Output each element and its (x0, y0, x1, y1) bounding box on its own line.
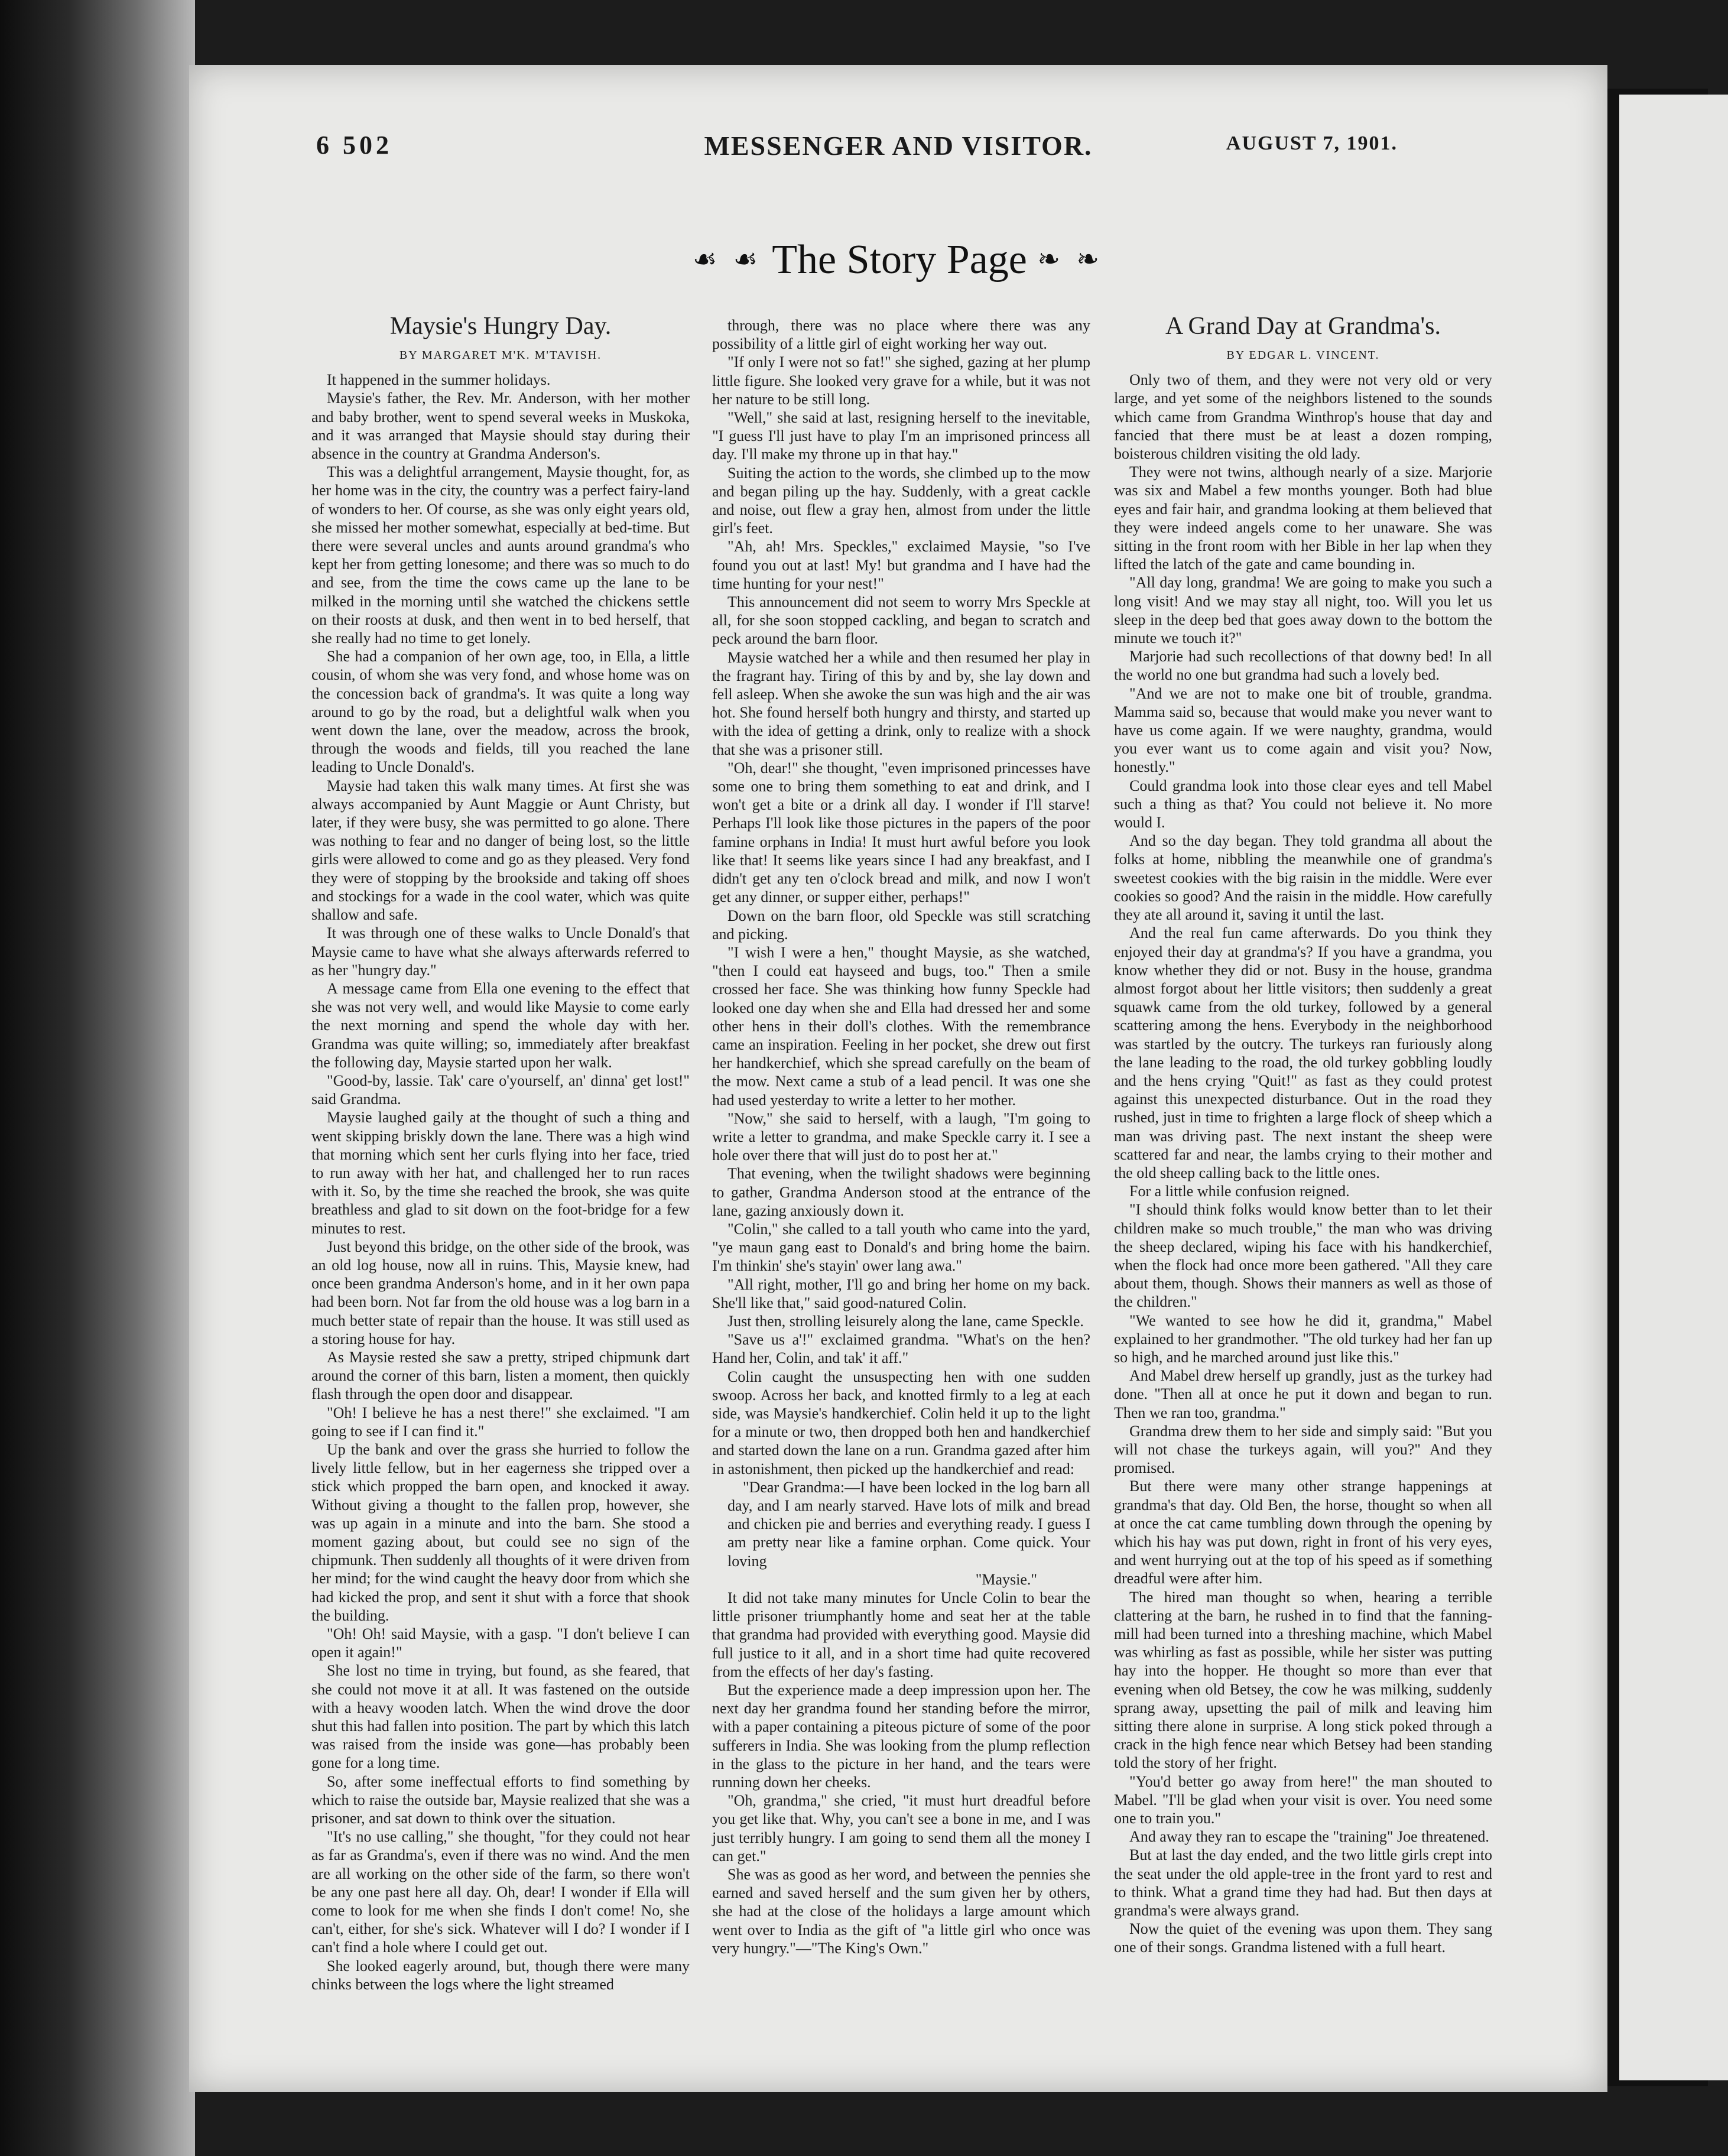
paragraph: She lost no time in trying, but found, as she feared, that she could not move it at all. It was fastened on the outside with a heavy wooden latch. When the wind drove the door shut this had fallen into position. The part by which this latch was raised from the inside was gone—has probably been gone for a long time. (311, 1662, 690, 1772)
newspaper-page (189, 65, 1607, 2092)
adjacent-page-edge (1619, 95, 1728, 2080)
paragraph: Just then, strolling leisurely along the lane, came Speckle. (727, 1312, 1084, 1330)
paragraph: And the real fun came afterwards. Do you think they enjoyed their day at grandma's? If you have a grandma, you know whether they did or not. Busy in the house, grandma almost forgot about her little visitors; then suddenly a great squawk came from the old turkey, followed by a general scattering among the hens. Everybody in the neighborhood was startled by the outcry. The turkeys ran furiously along the lane leading to the road, the old turkey gobbling loudly and the hens crying "Quit!" as fast as they could protest against this unexpected disturbance. Out in the road they rushed, just in time to frighten a large flock of sheep which a man was driving past. The next instant the sheep were scattered far and near, the lambs crying to their mother and the old sheep calling back to the little ones. (1114, 924, 1492, 1181)
column-3 (1114, 301, 1492, 1957)
paragraph: "Oh, dear!" she thought, "even imprisoned princesses have some one to bring them something to eat and drink, and I won't get a bite or a drink all day. I wonder if I'll starve! Perhaps I'll look like those pictures in the papers of the poor famine orphans in India! It must hurt awful before you look like that! It seems like years since I had any breakfast, and I didn't get any ten o'clock bread and milk, and now I won't get any dinner, or supper either, perhaps!" (712, 759, 1090, 906)
paragraph: Colin caught the unsuspecting hen with one sudden swoop. Across her back, and knotted firmly to a leg at each side, was Maysie's handkerchief. Colin held it up to the light for a minute or two, then dropped both hen and handkerchief and started down the lane on a run. Grandma gazed after him in astonishment, then picked up the handkerchief and read: (712, 1368, 1090, 1478)
paragraph: Suiting the action to the words, she climbed up to the mow and began piling up the hay. Suddenly, with a great cackle and noise, out flew a gray hen, almost from under the little girl's feet. (712, 464, 1090, 537)
paragraph: She looked eagerly around, but, though there were many chinks between the logs where the light streamed (311, 1957, 690, 1993)
paragraph: And away they ran to escape the "training" Joe threatened. (1129, 1828, 1489, 1846)
paragraph: Up the bank and over the grass she hurried to follow the lively little fellow, but in her eagerness she tripped over a stick which propped the barn open, and knocked it away. Without giving a thought to the fallen prop, however, she was up again in a minute and into the barn. She stood a moment gazing about, but could see no sign of the chipmunk. Then suddenly all thoughts of it were driven from her mind; for the wind caught the heavy door from which she had kicked the prop, and sent it shut with a force that shook the building. (311, 1440, 690, 1624)
paragraph: "Good-by, lassie. Tak' care o'yourself, an' dinna' get lost!" said Grandma. (311, 1071, 690, 1108)
paragraph: Maysie watched her a while and then resumed her play in the fragrant hay. Tiring of this by and by, she lay down and fell asleep. When she awoke the sun was high and the air was hot. She found herself both hungry and thirsty, and started up with the idea of getting a drink, only to realize with a shock that she was a prisoner still. (712, 648, 1090, 758)
paragraph: And so the day began. They told grandma all about the folks at home, nibbling the meanwhile one of grandma's sweetest cookies with the big raisin in the middle. Were ever cookies so good? And the raisin in the middle. How carefully they ate all around it, saving it until the last. (1114, 832, 1492, 924)
section-heading (189, 236, 1607, 284)
paragraph: "Well," she said at last, resigning herself to the inevitable, "I guess I'll just have to play I'm an imprisoned princess all day. I'll make my throne up in that hay." (712, 409, 1090, 463)
leaf-ornament-icon: ❧ ❧ (1037, 244, 1104, 274)
story-title: A Grand Day at Grandma's. (1165, 313, 1441, 340)
letter-signature: "Maysie." (975, 1570, 1037, 1588)
paragraph: Marjorie had such recollections of that downy bed! In all the world no one but grandma had such a lovely bed. (1114, 648, 1492, 684)
page-number: 6 502 (316, 131, 392, 160)
paragraph: Now the quiet of the evening was upon them. They sang one of their songs. Grandma listened with a full heart. (1114, 1920, 1492, 1956)
paragraph: "It's no use calling," she thought, "for they could not hear as far as Grandma's, even if there was no wind. And the men are all working on the other side of the farm, so there won't be any one past here all day. Oh, dear! I wonder if Ella will come to look for me when she finds I don't come! No, she can't, either, for she's sick. Whatever will I do? I wonder if I can't find a hole where I could get out. (311, 1828, 690, 1956)
column-2 (712, 316, 1090, 1957)
story-title: Maysie's Hungry Day. (389, 313, 612, 340)
story-byline: BY EDGAR L. VINCENT. (1226, 349, 1380, 362)
paragraph: Just beyond this bridge, on the other side of the brook, was an old log house, now all in ruins. This, Maysie knew, had once been grandma Anderson's home, and in it her own papa had been born. Not far from the old house was a log barn in a much better state of repair than the house. It was still used as a storing house for hay. (311, 1238, 690, 1348)
paragraph: Maysie had taken this walk many times. At first she was always accompanied by Aunt Maggie or Aunt Christy, but later, if they were busy, she was permitted to go alone. There was nothing to fear and no danger of being lost, so the little girls were allowed to come and go as they pleased. Very fond they were of stopping by the brookside and taking off shoes and stockings for a wade in the cool water, which was quite shallow and safe. (311, 777, 690, 924)
scan-binding-edge (0, 0, 195, 2156)
paragraph: This was a delightful arrangement, Maysie thought, for, as her home was in the city, the country was a perfect fairy-land of wonders to her. Of course, as she was only eight years old, she missed her mother somewhat, especially at bed-time. But there were several uncles and aunts around grandma's who kept her from getting lonesome; and there was so much to do and see, from the time the cows came up the lane to be milked in the morning until she watched the chickens settle on their roosts at dusk, and then went in to bed herself, that she really had no time to get lonely. (311, 463, 690, 647)
story-body (1114, 371, 1492, 1956)
letter-block (712, 1478, 1090, 1589)
paragraph: A message came from Ella one evening to the effect that she was not very well, and would like Maysie to come early the next morning and spend the whole day with her. Grandma was quite willing; so, immediately after breakfast the following day, Maysie started upon her walk. (311, 979, 690, 1071)
paragraph: And Mabel drew herself up grandly, just as the turkey had done. "Then all at once he put it down and began to run. Then we ran too, grandma." (1114, 1367, 1492, 1421)
paragraph: "All right, mother, I'll go and bring her home on my back. She'll like that," said good-natured Colin. (712, 1275, 1090, 1311)
paragraph: "You'd better go away from here!" the man shouted to Mabel. "I'll be glad when your visit is over. You need some one to train you." (1114, 1772, 1492, 1827)
story-body-ending (712, 1589, 1090, 1957)
leaf-ornament-icon: ☙ ☙ (693, 244, 763, 274)
story-byline: BY MARGARET M'K. M'TAVISH. (399, 349, 602, 362)
paragraph: "Oh, grandma," she cried, "it must hurt dreadful before you get like that. Why, you can't see a bone in me, and I was just terribly hungry. I am going to send them all the money I can get." (712, 1792, 1090, 1865)
paragraph: Only two of them, and they were not very old or very large, and yet some of the neighbors listened to the sounds which came from Grandma Winthrop's house that day and fancied that there must be at least a dozen romping, boisterous children visiting the old lady. (1114, 371, 1492, 463)
paragraph: It happened in the summer holidays. (327, 371, 551, 389)
paragraph: It did not take many minutes for Uncle Colin to bear the little prisoner triumphantly home and seat her at the table that grandma had provided with everything good. Maysie did full justice to it all, and in a short time had quite recovered from the effects of her day's fasting. (712, 1589, 1090, 1680)
column-1 (311, 301, 690, 1993)
paragraph: But at last the day ended, and the two little girls crept into the seat under the old apple-tree in the front yard to rest and to think. What a grand time they had had. But then days at grandma's were always grand. (1114, 1846, 1492, 1920)
paragraph: For a little while confusion reigned. (1129, 1183, 1350, 1200)
paragraph: "Save us a'!" exclaimed grandma. "What's on the hen? Hand her, Colin, and tak' it aff." (712, 1331, 1090, 1367)
letter-text: "Dear Grandma:—I have been locked in the log barn all day, and I am nearly starved. Have lots of milk and bread and chicken pie and berries and everything ready. I guess I am pretty near like a famine orphan. Come quick. Your loving (727, 1478, 1090, 1570)
paragraph: "I should think folks would know better than to let their children make so much trouble," the man who was driving the sheep declared, wiping his face with his handkerchief, when the flock had once more been gathered. "All they care about them, though. Shows their manners as well as those of the children." (1114, 1201, 1492, 1311)
paragraph: Grandma drew them to her side and simply said: "But you will not chase the turkeys again, will you?" And they promised. (1114, 1422, 1492, 1477)
paragraph: "We wanted to see how he did it, grandma," Mabel explained to her grandmother. "The old turkey had her fan up so high, and he marched around just like this." (1114, 1311, 1492, 1366)
paragraph: But there were many other strange happenings at grandma's that day. Old Ben, the horse, thought so when all at once the cat came tumbling down through the opening by which his hay was put down, right in front of his very eyes, and went hurrying out at the top of his speed as if something dreadful were after him. (1114, 1478, 1492, 1587)
paragraph: "And we are not to make one bit of trouble, grandma. Mamma said so, because that would make you never want to have us come again. If we were naughty, grandma, would you ever want us to come again and visit you? Now, honestly." (1114, 684, 1492, 776)
paragraph: "Colin," she called to a tall youth who came into the yard, "ye maun gang east to Donald's and bring home the bairn. I'm thinkin' she's stayin' ower lang awa." (712, 1220, 1090, 1275)
paragraph: "If only I were not so fat!" she sighed, gazing at her plump little figure. She looked very grave for a while, but it was not her nature to be still long. (712, 353, 1090, 408)
paragraph: But the experience made a deep impression upon her. The next day her grandma found her standing before the mirror, with a paper containing a piteous picture of some of the poor sufferers in India. She was looking from the plump reflection in the glass to the picture in her hand, and the tears were running down her cheeks. (712, 1681, 1090, 1791)
paragraph: The hired man thought so when, hearing a terrible clattering at the barn, he rushed in to find that the fanning-mill had been turned into a threshing machine, which Mabel was whirling as fast as possible, while her sister was putting hay into the hopper. He thought so more than ever that evening when old Betsey, the cow he was milking, suddenly sprang away, upsetting the pail of milk and leaving him sitting there alone in surprise. A long stick poked through a crack in the high fence near which Betsey had been standing told the story of her fright. (1114, 1588, 1492, 1772)
paragraph: She was as good as her word, and between the pennies she earned and saved herself and the sum given her by others, she had at the close of the holidays a large amount which went over to India as the gift of "a little girl who once was very hungry."—"The King's Own." (712, 1866, 1090, 1957)
paragraph: "Oh! Oh! said Maysie, with a gasp. "I don't believe I can open it again!" (311, 1625, 690, 1661)
story-body (311, 371, 690, 1993)
paragraph: Maysie laughed gaily at the thought of such a thing and went skipping briskly down the lane. There was a high wind that morning which sent her curls flying into her face, tried to run away with her hat, and challenged her to run races with it. So, by the time she reached the brook, she was quite breathless and glad to sit down on the foot-bridge for a few minutes to rest. (311, 1109, 690, 1237)
masthead (189, 130, 1607, 165)
paragraph: They were not twins, although nearly of a size. Marjorie was six and Mabel a few months younger. Both had blue eyes and fair hair, and grandma looking at them believed that they were indeed angels come to her unaware. She was sitting in the front room with her Bible in her lap when they lifted the latch of the gate and came bounding in. (1114, 463, 1492, 573)
paper-title: MESSENGER AND VISITOR. (704, 131, 1093, 161)
paragraph: "Oh! I believe he has a nest there!" she exclaimed. "I am going to see if I can find it." (311, 1404, 690, 1440)
story-body-continued (712, 316, 1090, 1478)
paragraph: That evening, when the twilight shadows were beginning to gather, Grandma Anderson stood at the entrance of the lane, gazing anxiously down it. (712, 1165, 1090, 1219)
paragraph: As Maysie rested she saw a pretty, striped chipmunk dart around the corner of this barn, listen a moment, then quickly flash through the open door and disappear. (311, 1348, 690, 1403)
paragraph: Could grandma look into those clear eyes and tell Mabel such a thing as that? You could not believe it. No more would I. (1114, 777, 1492, 832)
issue-date: AUGUST 7, 1901. (1226, 132, 1398, 154)
paragraph: She had a companion of her own age, too, in Ella, a little cousin, of whom she was very fond, and whose home was on the concession back of grandma's. It was quite a long way around to go by the road, but a delightful walk when you went down the lane, over the meadow, across the brook, through the woods and fields, till you reached the lane leading to Uncle Donald's. (311, 648, 690, 776)
paragraph: "Now," she said to herself, with a laugh, "I'm going to write a letter to grandma, and make Speckle carry it. I see a hole over there that will just do to post her at." (712, 1109, 1090, 1164)
paragraph: This announcement did not seem to worry Mrs Speckle at all, for she soon stopped cackling, and began to scratch and peck around the barn floor. (712, 593, 1090, 648)
section-title: The Story Page (772, 237, 1027, 283)
paragraph: Down on the barn floor, old Speckle was still scratching and picking. (712, 907, 1090, 943)
paragraph: "All day long, grandma! We are going to make you such a long visit! And we may stay all night, too. Will you let us sleep in the deep bed that goes away down to the bottom the minute we touch it?" (1114, 574, 1492, 647)
paragraph: "Ah, ah! Mrs. Speckles," exclaimed Maysie, "so I've found you out at last! My! but grandma and I have had the time hunting for your nest!" (712, 538, 1090, 592)
paragraph: Maysie's father, the Rev. Mr. Anderson, with her mother and baby brother, went to spend several weeks in Muskoka, and it was arranged that Maysie should stay during their absence in the country at Grandma Anderson's. (311, 389, 690, 463)
paragraph: through, there was no place where there was any possibility of a little girl of eight working her way out. (712, 317, 1090, 353)
paragraph: It was through one of these walks to Uncle Donald's that Maysie came to have what she always afterwards referred to as her "hungry day." (311, 924, 690, 979)
paragraph: So, after some ineffectual efforts to find something by which to raise the outside bar, Maysie realized that she was a prisoner, and sat down to think over the situation. (311, 1772, 690, 1827)
paragraph: "I wish I were a hen," thought Maysie, as she watched, "then I could eat hayseed and bugs, too." Then a smile crossed her face. She was thinking how funny Speckle had looked one day when she and Ella had dressed her and some other hens in their doll's clothes. With the remembrance came an inspiration. Feeling in her pocket, she drew out first her handkerchief, which she spread carefully on the beam of the mow. Next came a stub of a lead pencil. It was one she had used yesterday to write a letter to her mother. (712, 943, 1090, 1109)
